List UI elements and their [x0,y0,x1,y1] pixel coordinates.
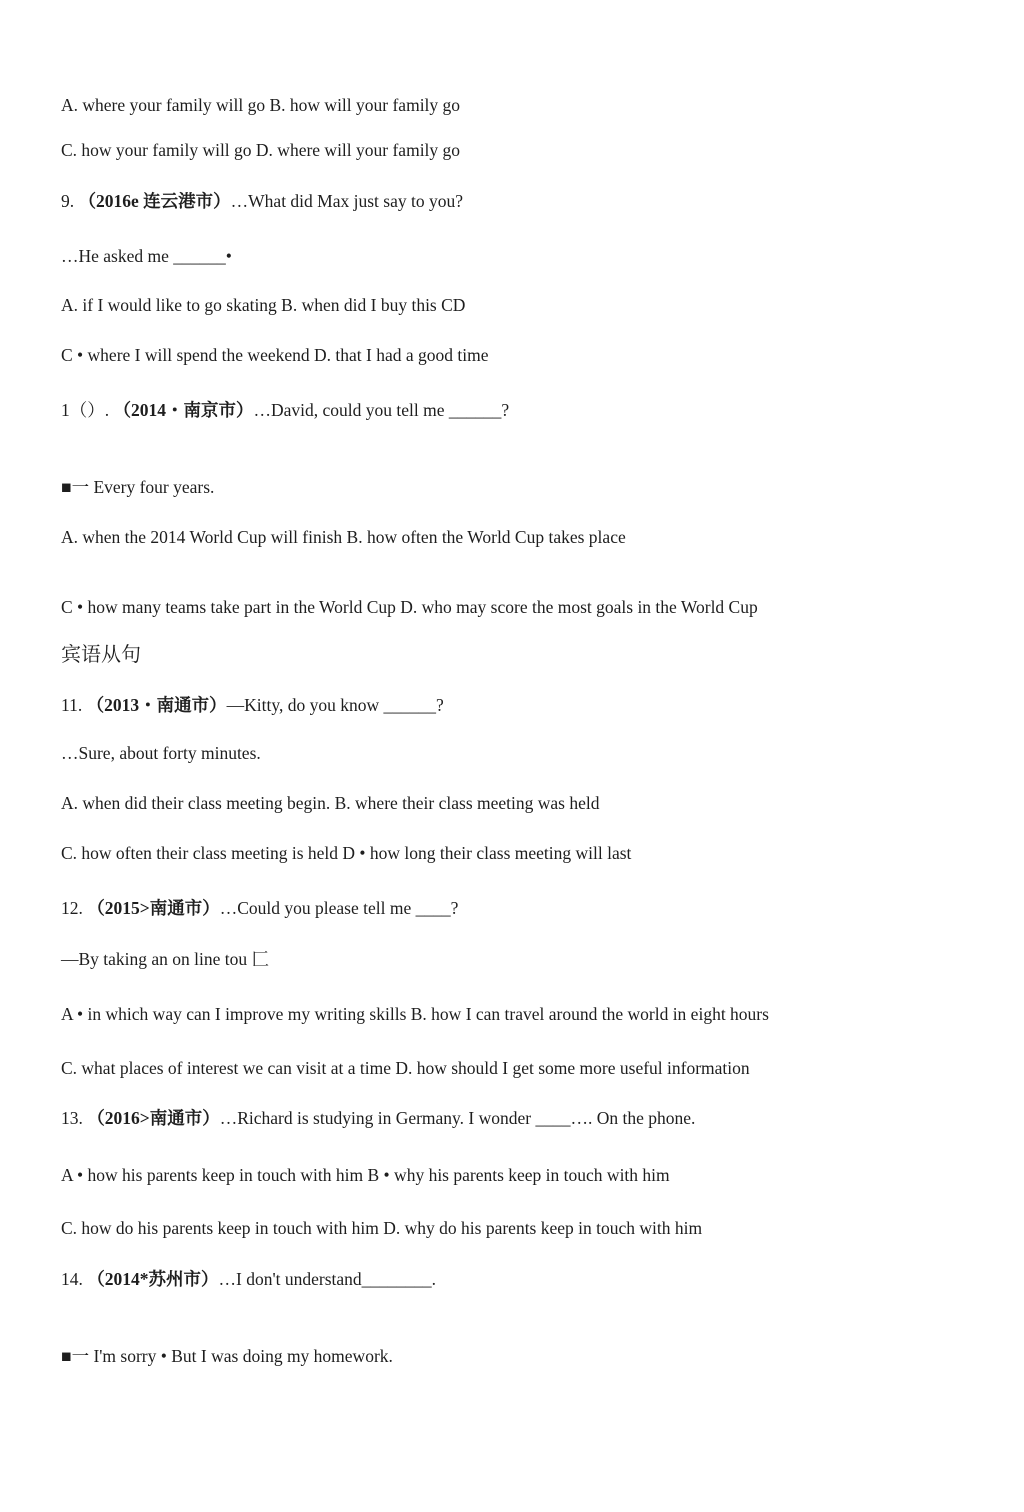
option-line: A. when the 2014 World Cup will finish B. how often the World Cup takes place [61,527,626,547]
question-source: （2016>南通市） [87,1108,220,1128]
question-10 [61,399,509,421]
option-line: C. how do his parents keep in touch with him D. why do his parents keep in touch with him [61,1218,703,1238]
option-line: A • in which way can I improve my writing skills B. how I can travel around the world in eight hours [61,1004,769,1024]
question-text: …David, could you tell me ______? [253,400,510,420]
question-number: 12. [61,898,83,918]
question-12 [61,897,458,919]
question-source: （2013・南通市） [86,695,227,715]
option-line: C • how many teams take part in the World Cup D. who may score the most goals in the World Cup [61,597,758,617]
question-source: （2015>南通市） [87,898,220,918]
answer-line: —By taking an on line tou 匚 [61,949,270,969]
option-line: C. how your family will go D. where will your family go [61,140,461,160]
option-line: A. when did their class meeting begin. B. where their class meeting was held [61,793,600,813]
answer-line: ■一 I'm sorry • But I was doing my homework. [61,1346,393,1366]
answer-line: …He asked me ______• [61,246,232,266]
question-number: 9. [61,191,75,211]
option-line: C. how often their class meeting is held D • how long their class meeting will last [61,843,632,863]
question-9 [61,190,463,212]
question-13 [61,1107,695,1129]
question-text: …Could you please tell me ____? [219,898,459,918]
question-14 [61,1268,436,1290]
question-number: 11. [61,695,83,715]
section-heading: 宾语从句 [61,644,141,666]
question-number: 14. [61,1269,83,1289]
question-text: …What did Max just say to you? [230,191,463,211]
question-source: （2014・南京市） [113,400,254,420]
question-number: 1（）. [61,400,110,420]
option-line: A • how his parents keep in touch with him B • why his parents keep in touch with him [61,1165,670,1185]
option-line: A. where your family will go B. how will your family go [61,95,461,115]
question-source: （2014*苏州市） [87,1269,219,1289]
answer-line: …Sure, about forty minutes. [61,743,261,763]
question-text: …I don't understand________. [218,1269,437,1289]
option-line: A. if I would like to go skating B. when did I buy this CD [61,295,466,315]
question-text: —Kitty, do you know ______? [226,695,444,715]
option-line: C. what places of interest we can visit at a time D. how should I get some more useful information [61,1058,750,1078]
question-number: 13. [61,1108,83,1128]
answer-line: ■一 Every four years. [61,477,215,497]
question-text: …Richard is studying in Germany. I wonder ____…. On the phone. [219,1108,696,1128]
question-11 [61,694,444,716]
option-line: C • where I will spend the weekend D. that I had a good time [61,345,489,365]
question-source: （2016e 连云港市） [78,191,231,211]
